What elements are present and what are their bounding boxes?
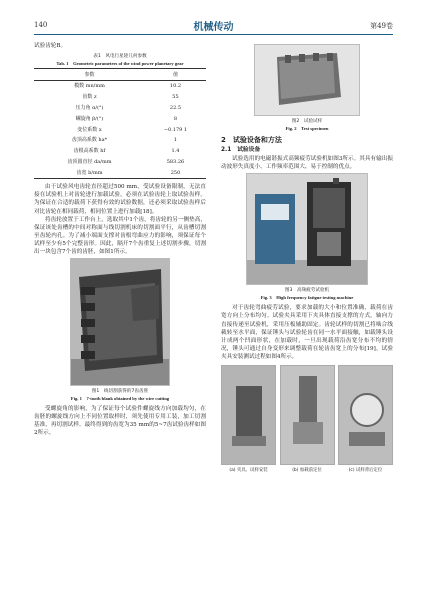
fig3-caption-cn: 图3 高频疲劳试验机 xyxy=(284,288,330,294)
volume-label: 第49卷 xyxy=(370,22,393,30)
fatigue-machine-photo xyxy=(246,173,368,285)
table-cell: 齿顶圆直径 da/mm xyxy=(67,159,112,166)
fig3-caption-en: Fig. 3 High frequency fatigue testing machine xyxy=(260,295,354,301)
table-cell: 齿数 z xyxy=(82,94,97,101)
table-cell: 变位系数 x xyxy=(77,126,102,133)
subfigure-c-photo xyxy=(338,365,393,465)
header-rule xyxy=(34,34,393,35)
table-cell: 齿宽 b/mm xyxy=(34,167,145,178)
table-row xyxy=(34,157,206,168)
paragraph: 由于试验风电齿轮直径超过500 mm，受试验设备限制，无法直接在试验机上对齿轮进行加载试验，必须在试验齿轮上取试验齿样。为保证在合适的载荷下获得有效的试验数据，还必须采取试验齿样后对比齿轮在相同载荷，相同位置上进行加载[18]。 xyxy=(34,184,206,215)
subfigure-b-photo xyxy=(280,365,335,465)
intro-line: 试验齿轮B。 xyxy=(34,43,67,49)
subfigure-a-photo xyxy=(221,365,276,465)
table-cell: 压力角 α/(°) xyxy=(75,105,104,112)
table-cell: 8 xyxy=(173,115,178,122)
gear-blank-photo xyxy=(70,258,170,386)
machine-illustration xyxy=(247,174,367,284)
table-cell: 齿根高系数 hf xyxy=(73,148,106,155)
table-cell: 1 xyxy=(173,137,178,144)
specimen-illustration xyxy=(255,45,359,115)
paragraph: 对于齿轮弯曲疲劳试验，要求加载的大小和位置准确，载荷在齿宽方向上分布均匀。试验夹具采用下夹具体直接支撑的方式，轴向力直接传递至试验机，采用压板辅助固定。齿轮试样的切割已将啮合线載转至水平面，保证锤头与试验轮齿在同一水平面接触，如载锤头设计成两个凹面形状，在加载时，一旦出现载荷沿齿宽分布不均的情况，锤头可通过自身变形来调整载荷在轮齿齿宽上的分布[19]。试验夹具安装测试过程如图4所示。 xyxy=(221,305,393,360)
section-heading: 2 试验设备和方法 xyxy=(221,136,282,144)
fig1-caption-cn: 图1 线切割获得的7齿齿胚 xyxy=(91,389,149,395)
table-cell: 250 xyxy=(145,167,206,178)
paragraph: 试验选用的电磁谐振式高频疲劳试验机如图3所示。其具有输出振动波形失真度小、工作频率范围大、易于控制的优点。 xyxy=(221,156,393,171)
fig2-caption-cn: 图2 试验试样 xyxy=(291,119,323,124)
right-column xyxy=(221,42,393,475)
table-row xyxy=(34,146,206,157)
fig4-subfigures xyxy=(221,365,393,475)
table-header-value: 值 xyxy=(145,69,206,81)
table-cell: −0.179 1 xyxy=(163,126,188,133)
left-column xyxy=(34,42,206,437)
table-row xyxy=(34,103,206,114)
fig2-caption-en: Fig. 2 Test specimen xyxy=(285,126,329,131)
table-cell: 583.26 xyxy=(166,159,185,166)
table-row xyxy=(34,81,206,92)
subsection-heading: 2.1 试验设备 xyxy=(221,147,261,154)
page-number: 140 xyxy=(34,21,48,29)
subfigure-b-caption: (b) 加载前定位 xyxy=(292,468,322,474)
table-cell: 模数 mn/mm xyxy=(74,83,105,90)
journal-title: 机械传动 xyxy=(193,22,234,33)
table-cell: 22.5 xyxy=(169,105,182,112)
table1-caption-en: Tab. 1 Geometric parameters of the wind power planetary gear xyxy=(56,61,184,67)
table-row xyxy=(34,124,206,135)
table-row xyxy=(34,113,206,124)
table-cell: 1.4 xyxy=(171,148,180,155)
subfigure-c xyxy=(338,365,393,475)
running-header xyxy=(34,18,393,32)
paragraph: 受螺旋角的影响，为了保证每个试验件螺旋线方向加载均匀，在齿胚的螺旋线方向上不同位置取样时，须先使用专用工装，加工切割基准，再切割试样。最终得到的齿宽为35 mm的5~7齿试验齿样如图2所示。 xyxy=(34,406,206,437)
table1-caption-cn: 表1 风电行星轮几何参数 xyxy=(93,54,147,60)
gear-parameter-table xyxy=(34,68,206,179)
table-row xyxy=(34,92,206,103)
paragraph: 将齿轮放置于工作台上，选取其中1个齿，将齿轮的另一侧垫高，保证该处齿槽的中间对称面与线切割机床的切割面平行，从齿槽切割至齿轮内孔。为了减小端面支撑对齿根弯曲应力的影响，须保证每个试样至少有5个完整齿形。因此，隔开7个齿重复上述切割步骤，切割出一块包含7个齿的齿胚，如图1所示。 xyxy=(34,216,206,256)
gear-blank-illustration xyxy=(71,259,169,385)
table-row xyxy=(34,167,206,178)
test-specimen-photo xyxy=(254,44,360,116)
table-cell: 10.2 xyxy=(169,83,182,90)
table-cell: 55 xyxy=(172,94,179,101)
subfigure-c-caption: (c) 试样背后定位 xyxy=(348,468,383,474)
subfigure-a xyxy=(221,365,276,475)
table-cell: 齿顶高系数 ha* xyxy=(71,137,108,144)
subfigure-a-caption: (a) 夹具、试样安装 xyxy=(229,468,268,474)
table-header-param: 参数 xyxy=(34,69,145,81)
subfigure-b xyxy=(280,365,335,475)
table-row xyxy=(34,135,206,146)
fig1-caption-en: Fig. 1 7-tooth blank obtained by the wire cutting xyxy=(70,396,170,402)
table-cell: 螺旋角 β/(°) xyxy=(75,115,104,122)
